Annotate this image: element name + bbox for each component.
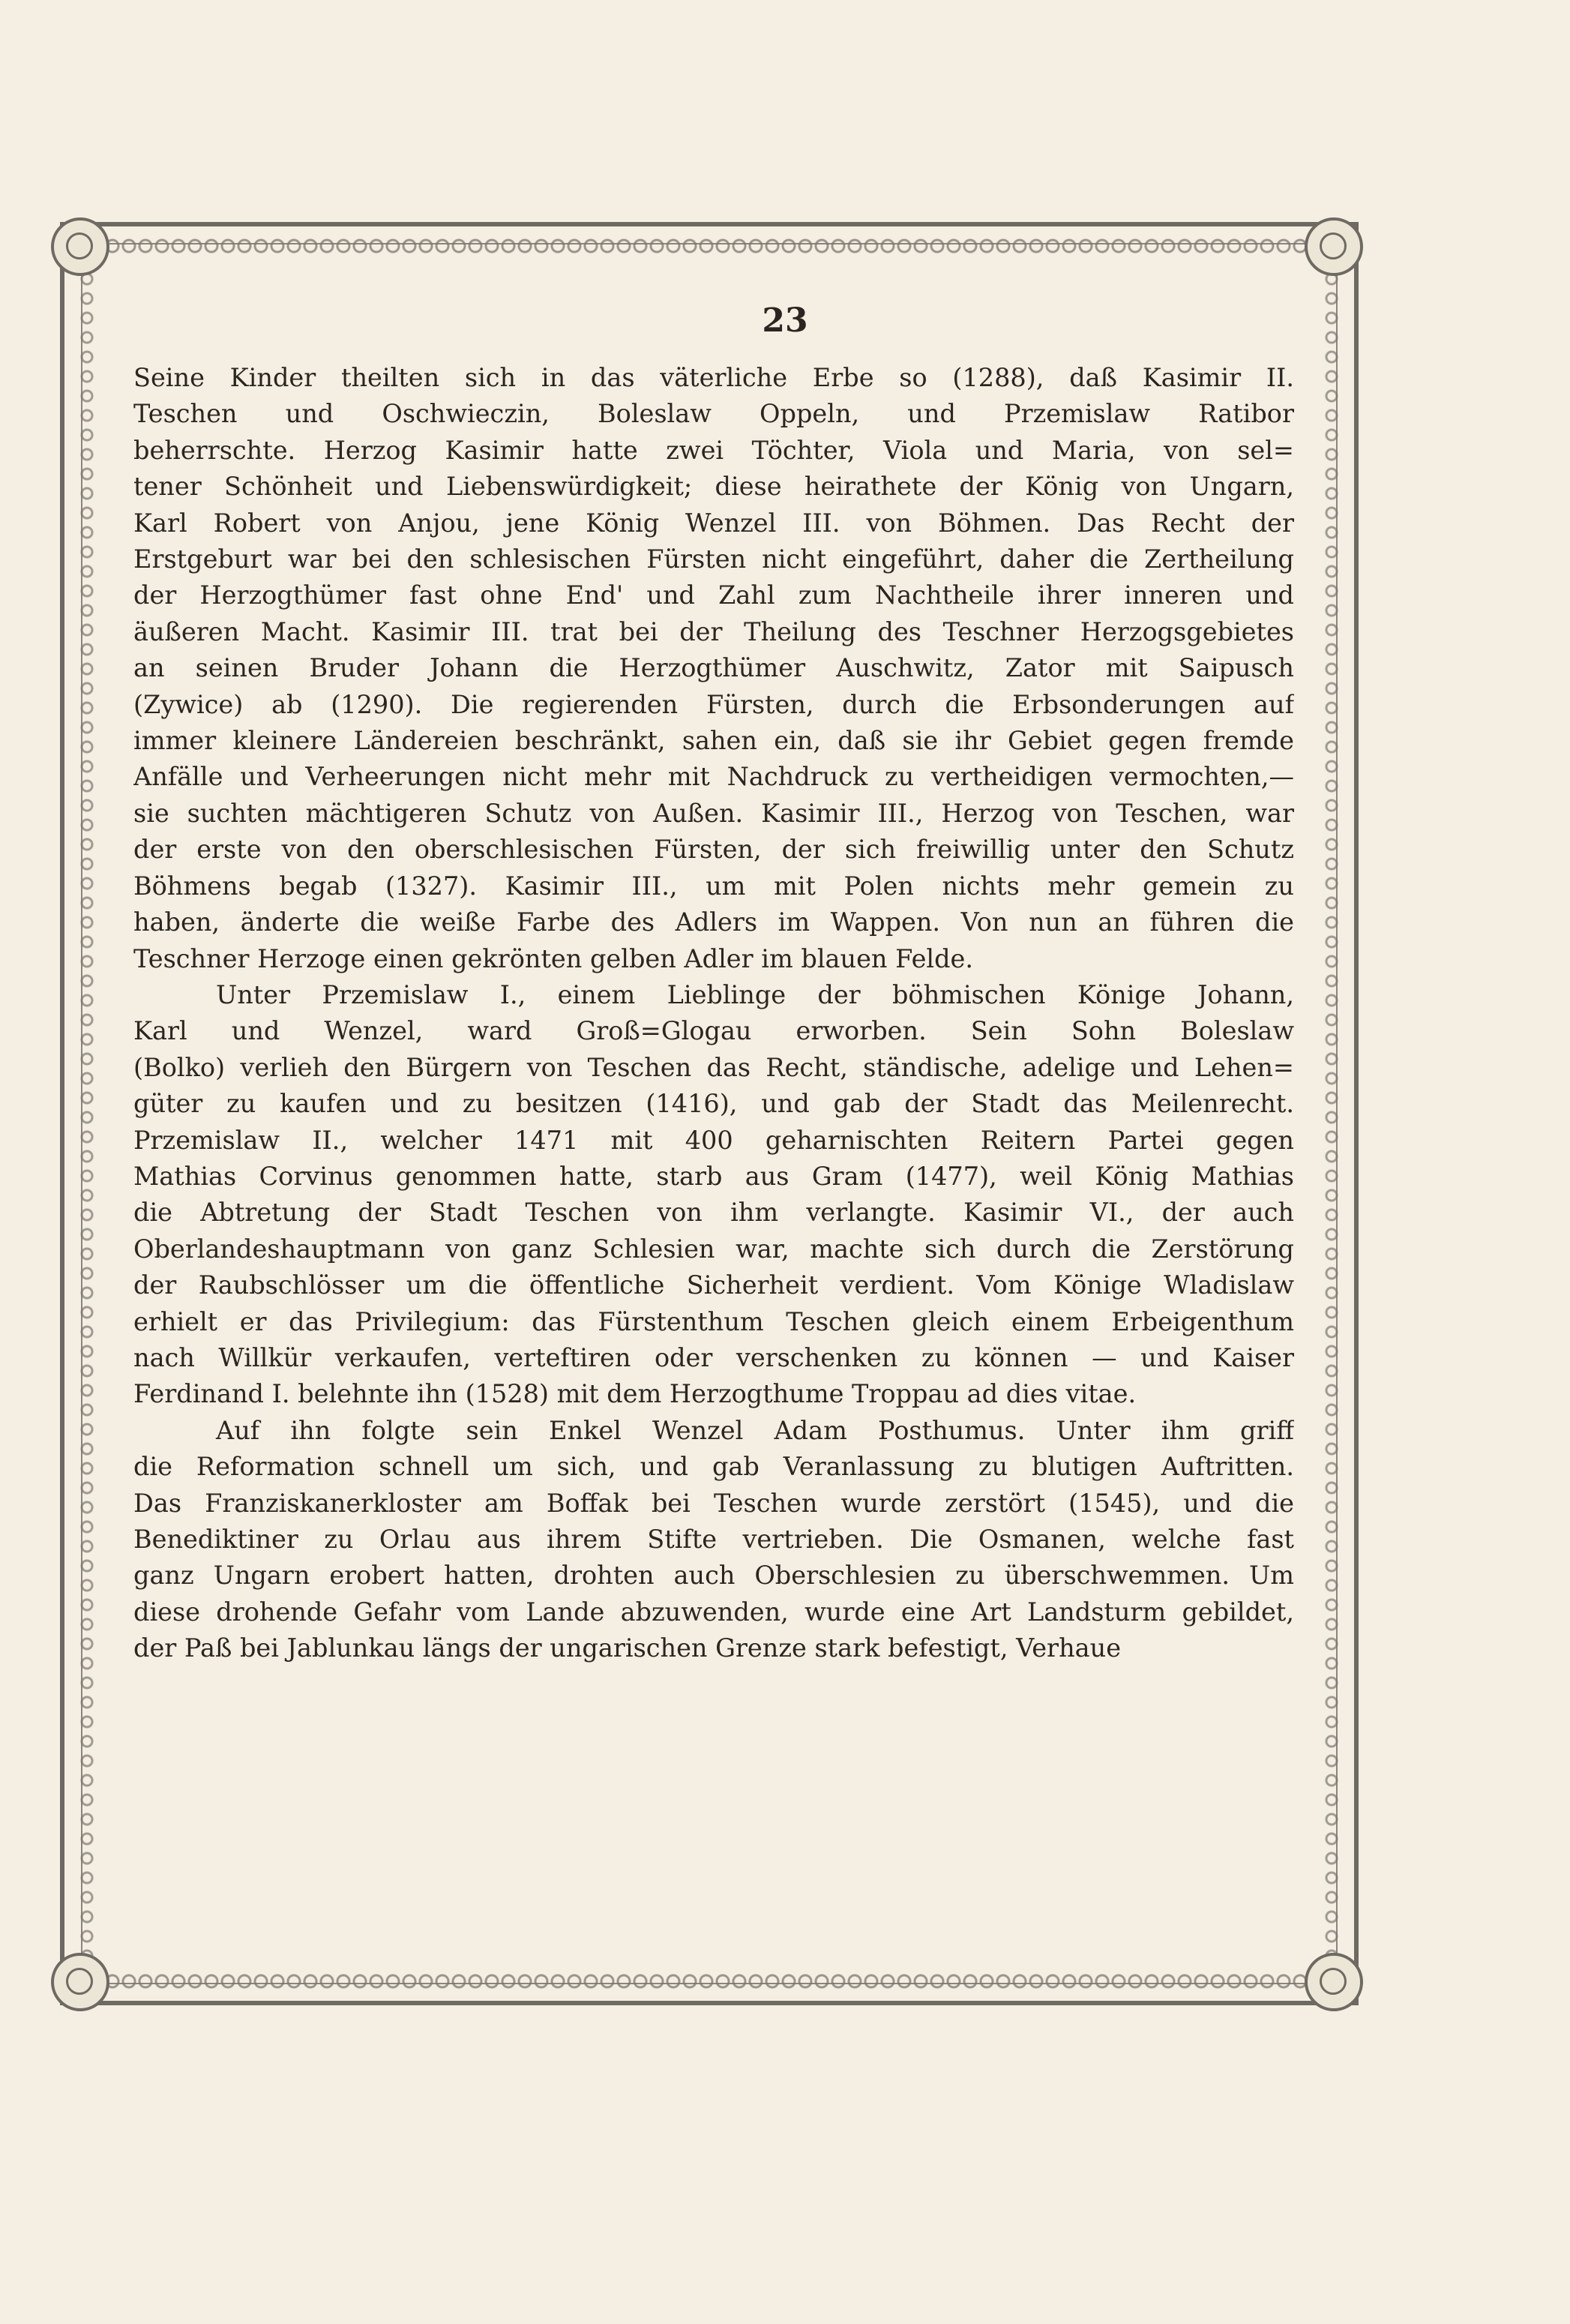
text-line: Teschen und Oschwieczin, Boleslaw Oppeln, und Przemislaw Ratibor <box>133 399 1294 429</box>
text-line: Oberlandeshauptmann von ganz Schlesien war, machte sich durch die Zerstörung <box>133 1234 1294 1264</box>
text-line: die Reformation schnell um sich, und gab Veranlassung zu blutigen Auftritten. <box>133 1452 1294 1482</box>
text-line: Unter Przemislaw I., einem Lieblinge der böhmischen Könige Johann, <box>216 979 1294 1009</box>
text-line: die Abtretung der Stadt Teschen von ihm verlangte. Kasimir VI., der auch <box>133 1198 1294 1228</box>
text-line: Böhmens begab (1327). Kasimir III., um mit Polen nichts mehr gemein zu <box>133 871 1294 901</box>
text-line: Seine Kinder theilten sich in das väterliche Erbe so (1288), daß Kasimir II. <box>133 363 1294 392</box>
paragraph <box>133 1413 1294 1667</box>
ornament-band-right <box>1317 270 1347 1957</box>
text-line: Erstgeburt war bei den schlesischen Fürsten nicht eingeführt, daher die Zertheilung <box>133 544 1294 574</box>
ornament-band-top <box>72 229 1347 262</box>
text-line: der Herzogthümer fast ohne End' und Zahl zum Nachtheile ihrer inneren und <box>133 580 1294 610</box>
text-line: beherrschte. Herzog Kasimir hatte zwei Töchter, Viola und Maria, von sel= <box>133 435 1294 465</box>
text-line: (Bolko) verlieh den Bürgern von Teschen das Recht, ständische, adelige und Lehen= <box>133 1052 1294 1082</box>
text-line: an seinen Bruder Johann die Herzogthümer Auschwitz, Zator mit Saipusch <box>133 653 1294 683</box>
text-line: Ferdinand I. belehnte ihn (1528) mit dem Herzogthume Troppau ad dies vitae. <box>133 1379 1137 1409</box>
text-line: ganz Ungarn erobert hatten, drohten auch Oberschlesien zu überschwemmen. Um <box>133 1561 1294 1591</box>
text-line: Karl und Wenzel, ward Groß=Glogau erworben. Sein Sohn Boleslaw <box>133 1016 1294 1046</box>
text-line: (Zywice) ab (1290). Die regierenden Fürsten, durch die Erbsonderungen auf <box>133 689 1294 719</box>
text-line: Mathias Corvinus genommen hatte, starb aus Gram (1477), weil König Mathias <box>133 1161 1294 1191</box>
page-number: 23 <box>762 301 808 340</box>
paragraph <box>133 977 1294 1413</box>
text-line: der Paß bei Jablunkau längs der ungarischen Grenze stark befestigt, Verhaue <box>133 1633 1122 1663</box>
ornament-corner-bottom-left <box>51 1953 109 2011</box>
text-line: Karl Robert von Anjou, jene König Wenzel III. von Böhmen. Das Recht der <box>133 508 1294 538</box>
body-text <box>133 360 1294 1667</box>
text-line: der erste von den oberschlesischen Fürsten, der sich freiwillig unter den Schutz <box>133 835 1294 865</box>
text-line: der Raubschlösser um die öffentliche Sicherheit verdient. Vom Könige Wladislaw <box>133 1270 1294 1300</box>
text-line: diese drohende Gefahr vom Lande abzuwenden, wurde eine Art Landsturm gebildet, <box>133 1597 1294 1627</box>
ornament-corner-top-right <box>1305 217 1363 276</box>
ornament-corner-bottom-right <box>1305 1953 1363 2011</box>
text-line: Przemislaw II., welcher 1471 mit 400 geharnischten Reitern Partei gegen <box>133 1125 1294 1155</box>
text-line: Auf ihn folgte sein Enkel Wenzel Adam Posthumus. Unter ihm griff <box>216 1415 1294 1445</box>
text-line: Anfälle und Verheerungen nicht mehr mit Nachdruck zu vertheidigen vermochten,— <box>133 762 1294 792</box>
text-line: erhielt er das Privilegium: das Fürstenthum Teschen gleich einem Erbeigenthum <box>133 1306 1294 1336</box>
text-line: tener Schönheit und Liebenswürdigkeit; diese heirathete der König von Ungarn, <box>133 472 1294 502</box>
ornament-band-left <box>72 270 102 1957</box>
text-line: sie suchten mächtigeren Schutz von Außen. Kasimir III., Herzog von Teschen, war <box>133 798 1294 828</box>
text-line: immer kleinere Ländereien beschränkt, sahen ein, daß sie ihr Gebiet gegen fremde <box>133 726 1294 756</box>
text-line: äußeren Macht. Kasimir III. trat bei der Theilung des Teschner Herzogsgebietes <box>133 616 1294 646</box>
text-line: Benediktiner zu Orlau aus ihrem Stifte vertrieben. Die Osmanen, welche fast <box>133 1525 1294 1554</box>
ornament-band-bottom <box>72 1965 1347 1998</box>
text-line: nach Willkür verkaufen, verteftiren oder verschenken zu können — und Kaiser <box>133 1342 1294 1372</box>
paragraph <box>133 360 1294 977</box>
text-line: Das Franziskanerkloster am Boffak bei Teschen wurde zerstört (1545), und die <box>133 1488 1294 1518</box>
text-line: güter zu kaufen und zu besitzen (1416), und gab der Stadt das Meilenrecht. <box>133 1089 1294 1119</box>
text-line: haben, änderte die weiße Farbe des Adlers im Wappen. Von nun an führen die <box>133 907 1294 937</box>
text-line: Teschner Herzoge einen gekrönten gelben Adler im blauen Felde. <box>133 943 974 973</box>
ornament-corner-top-left <box>51 217 109 276</box>
